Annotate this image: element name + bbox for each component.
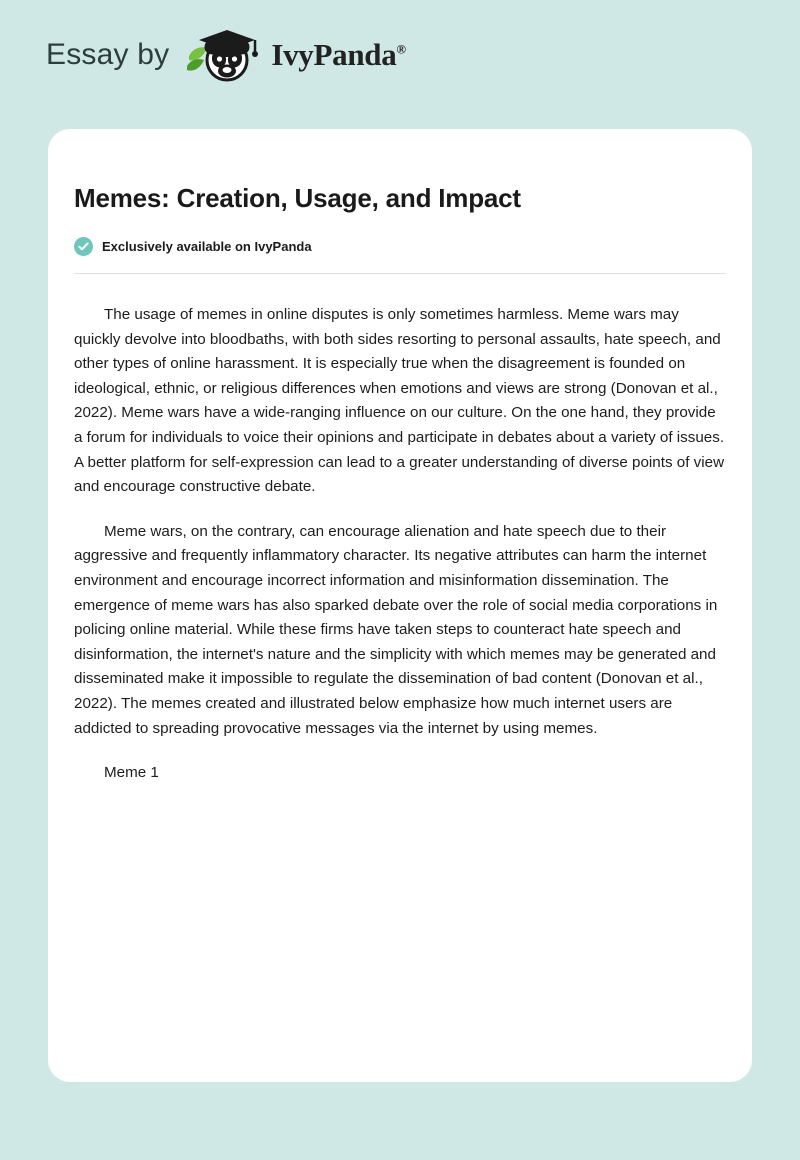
panda-graduate-icon	[183, 26, 269, 84]
ivypanda-logo[interactable]	[183, 26, 406, 84]
page-title: Memes: Creation, Usage, and Impact	[74, 183, 521, 213]
figure-caption: Meme 1	[104, 764, 159, 782]
availability-badge	[74, 237, 726, 256]
brand-name	[271, 37, 406, 73]
header-prefix-text: Essay by	[46, 38, 170, 71]
title-divider	[74, 273, 726, 274]
document-sheet	[48, 129, 752, 1082]
paragraph: Meme wars, on the contrary, can encourage alienation and hate speech due to their aggressive and frequently inflammatory character. Its negative attributes can harm the internet environment and encourage incorrect information and misinformation dissemination. The emergence of meme wars has also sparked debate over the role of social media corporations in policing online material. While these firms have taken steps to counteract hate speech and disinformation, the internet's nature and the simplicity with which memes may be generated and disseminated make it impossible to regulate the dissemination of bad content (Donovan et al., 2022). The memes created and illustrated below emphasize how much internet users are addicted to spreading provocative messages via the internet by using memes.	[74, 522, 718, 737]
site-header	[0, 0, 800, 72]
availability-label: Exclusively available on IvyPanda	[102, 239, 312, 254]
check-circle-icon	[74, 237, 93, 256]
document-body	[74, 282, 726, 786]
brand-name-text: IvyPanda	[271, 37, 397, 72]
paragraph: The usage of memes in online disputes is only sometimes harmless. Meme wars may quickly devolve into bloodbaths, with both sides resorting to personal assaults, hate speech, and other types of online harassment. It is especially true when the disagreement is founded on ideological, ethnic, or religious differences when emotions and views are strong (Donovan et al., 2022). Meme wars have a wide-ranging influence on our culture. On the one hand, they provide a forum for individuals to voice their opinions and participate in debates about a variety of issues. A better platform for self-expression can lead to a greater understanding of diverse points of view and encourage constructive debate.	[74, 306, 725, 496]
brand-registered-mark: ®	[396, 41, 406, 57]
